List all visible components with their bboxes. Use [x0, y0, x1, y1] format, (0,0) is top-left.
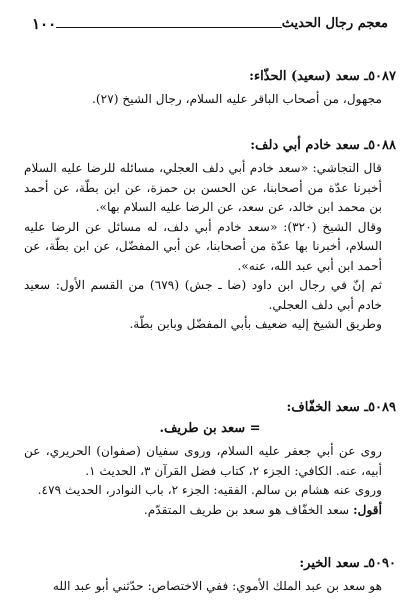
entry-paragraph: روى عن أبي جعفر عليه السلام، وروى سفيان (صفوان) الحريري، عن أبيه، عنه. الكافي: الجزء ٢، كتاب فضل القرآن ٣، الحديث ١. [24, 444, 382, 478]
note-text: سعد الخفّاف هو سعد بن طريف المتقدّم. [143, 502, 350, 517]
entry-paragraph: قال النجاشي: «سعد خادم أبي دلف العجلي، مسائله للرضا عليه السلام أخبرنا عدّة من أصحابنا، عن الحسن بن حمزة، عن ابن بطّة، عن أحمد بن محمد ابن خالد، عن سعد، عن الرضا عليه السلام بها». [24, 161, 382, 214]
header-rule [56, 27, 282, 28]
entry-paragraph: ثم إنّ في رجال ابن داود (ضا ـ جش) (٦٧٩) من القسم الأول: سعيد خادم أبي دلف العجلي. [24, 278, 382, 312]
book-title: معجم رجال الحديث [281, 16, 388, 31]
entry-5088 [24, 137, 396, 335]
entry-paragraph: وطريق الشيخ إليه ضعيف بأبي المفضّل وبابن بطّة. [129, 317, 382, 331]
entry-paragraph: مجهول، من أصحاب الباقر عليه السلام، رجال الشيخ (٢٧). [92, 92, 382, 106]
entry-heading: ٥٠٨٧ـ سعد (سعيد) الحذّاء: [249, 69, 396, 84]
entry-heading: ٥٠٨٨ـ سعد خادم أبي دلف: [250, 138, 396, 153]
running-header [24, 9, 396, 33]
entry-subheading: = سعد بن طريف. [159, 421, 261, 436]
entry-heading: ٥٠٨٩ـ سعد الخفّاف: [286, 400, 396, 415]
entry-note [24, 501, 396, 521]
note-label: أقول: [353, 502, 382, 517]
entry-paragraph: هو سعد بن عبد الملك الأموي: ففي الاختصاص: حدّثني أبو عبد الله [52, 579, 382, 593]
entry-5089 [24, 399, 396, 520]
book-page [24, 0, 396, 609]
entry-heading: ٥٠٩٠ـ سعد الخير: [299, 556, 396, 571]
page-number: ١٠٠ [32, 15, 57, 33]
entry-5087 [24, 68, 396, 110]
entry-5090 [24, 555, 396, 597]
entry-paragraph: وروى عنه هشام بن سالم. الفقيه: الجزء ٢، باب النوادر، الحديث ٤٧٩. [37, 483, 382, 497]
entry-paragraph: وقال الشيخ (٣٢٠): «سعد خادم أبي دلف، له مسائل عن الرضا عليه السلام، أخبرنا بها عدّة من أصحابنا، عن أبي المفضّل، عن ابن بطّة، عن أحمد ابن أبي عبد الله، عنه». [24, 219, 382, 273]
